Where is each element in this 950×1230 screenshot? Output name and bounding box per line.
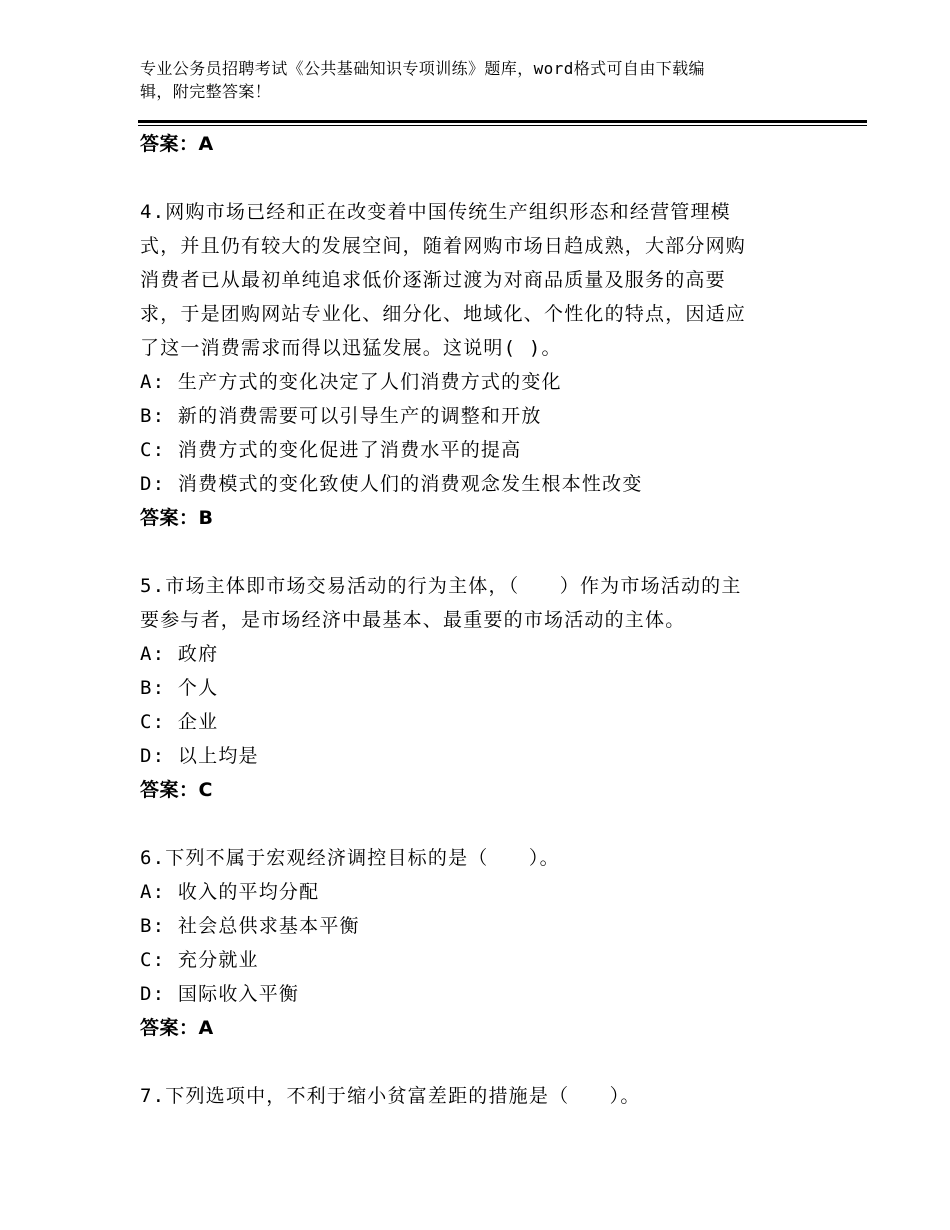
option-d: D: 消费模式的变化致使人们的消费观念发生根本性改变 — [140, 473, 643, 495]
question-stem-line: 5.市场主体即市场交易活动的行为主体，（ ）作为市场活动的主 — [140, 575, 742, 597]
answer-label: 答案：A — [140, 1017, 214, 1039]
question-stem-line: 了这一消费需求而得以迅猛发展。这说明( )。 — [140, 337, 562, 359]
question-stem-line: 要参与者，是市场经济中最基本、最重要的市场活动的主体。 — [140, 609, 686, 631]
answer-label: 答案：C — [140, 779, 213, 801]
header-line-1: 专业公务员招聘考试《公共基础知识专项训练》题库，word格式可自由下载编 — [140, 59, 705, 78]
question-stem-line: 求，于是团购网站专业化、细分化、地域化、个性化的特点，因适应 — [140, 303, 747, 325]
question-stem-line: 4.网购市场已经和正在改变着中国传统生产组织形态和经营管理模 — [140, 201, 731, 223]
question-stem-line: 7.下列选项中，不利于缩小贫富差距的措施是（ ）。 — [140, 1085, 641, 1107]
header-rule-thin — [138, 125, 867, 126]
question-block — [140, 841, 820, 1045]
option-d: D: 以上均是 — [140, 745, 259, 767]
answer-label: 答案：A — [140, 133, 214, 155]
option-c: C: 充分就业 — [140, 949, 259, 971]
option-b: B: 社会总供求基本平衡 — [140, 915, 360, 937]
option-c: C: 消费方式的变化促进了消费水平的提高 — [140, 439, 522, 461]
option-a: A: 生产方式的变化决定了人们消费方式的变化 — [140, 371, 562, 393]
header-line-2: 辑，附完整答案！ — [140, 82, 272, 101]
page-header — [140, 57, 800, 103]
question-list — [140, 127, 820, 1113]
option-d: D: 国际收入平衡 — [140, 983, 300, 1005]
option-b: B: 个人 — [140, 677, 219, 699]
question-stem-line: 消费者已从最初单纯追求低价逐渐过渡为对商品质量及服务的高要 — [140, 269, 726, 291]
header-rule-thick — [138, 120, 867, 123]
question-block — [140, 569, 820, 807]
option-c: C: 企业 — [140, 711, 219, 733]
question-stem-line: 式，并且仍有较大的发展空间，随着网购市场日趋成熟，大部分网购 — [140, 235, 747, 257]
option-a: A: 收入的平均分配 — [140, 881, 320, 903]
option-b: B: 新的消费需要可以引导生产的调整和开放 — [140, 405, 542, 427]
answer-label: 答案：B — [140, 507, 214, 529]
option-a: A: 政府 — [140, 643, 219, 665]
question-stem-line: 6.下列不属于宏观经济调控目标的是（ ）。 — [140, 847, 560, 869]
question-block — [140, 1079, 820, 1113]
question-block — [140, 195, 820, 535]
